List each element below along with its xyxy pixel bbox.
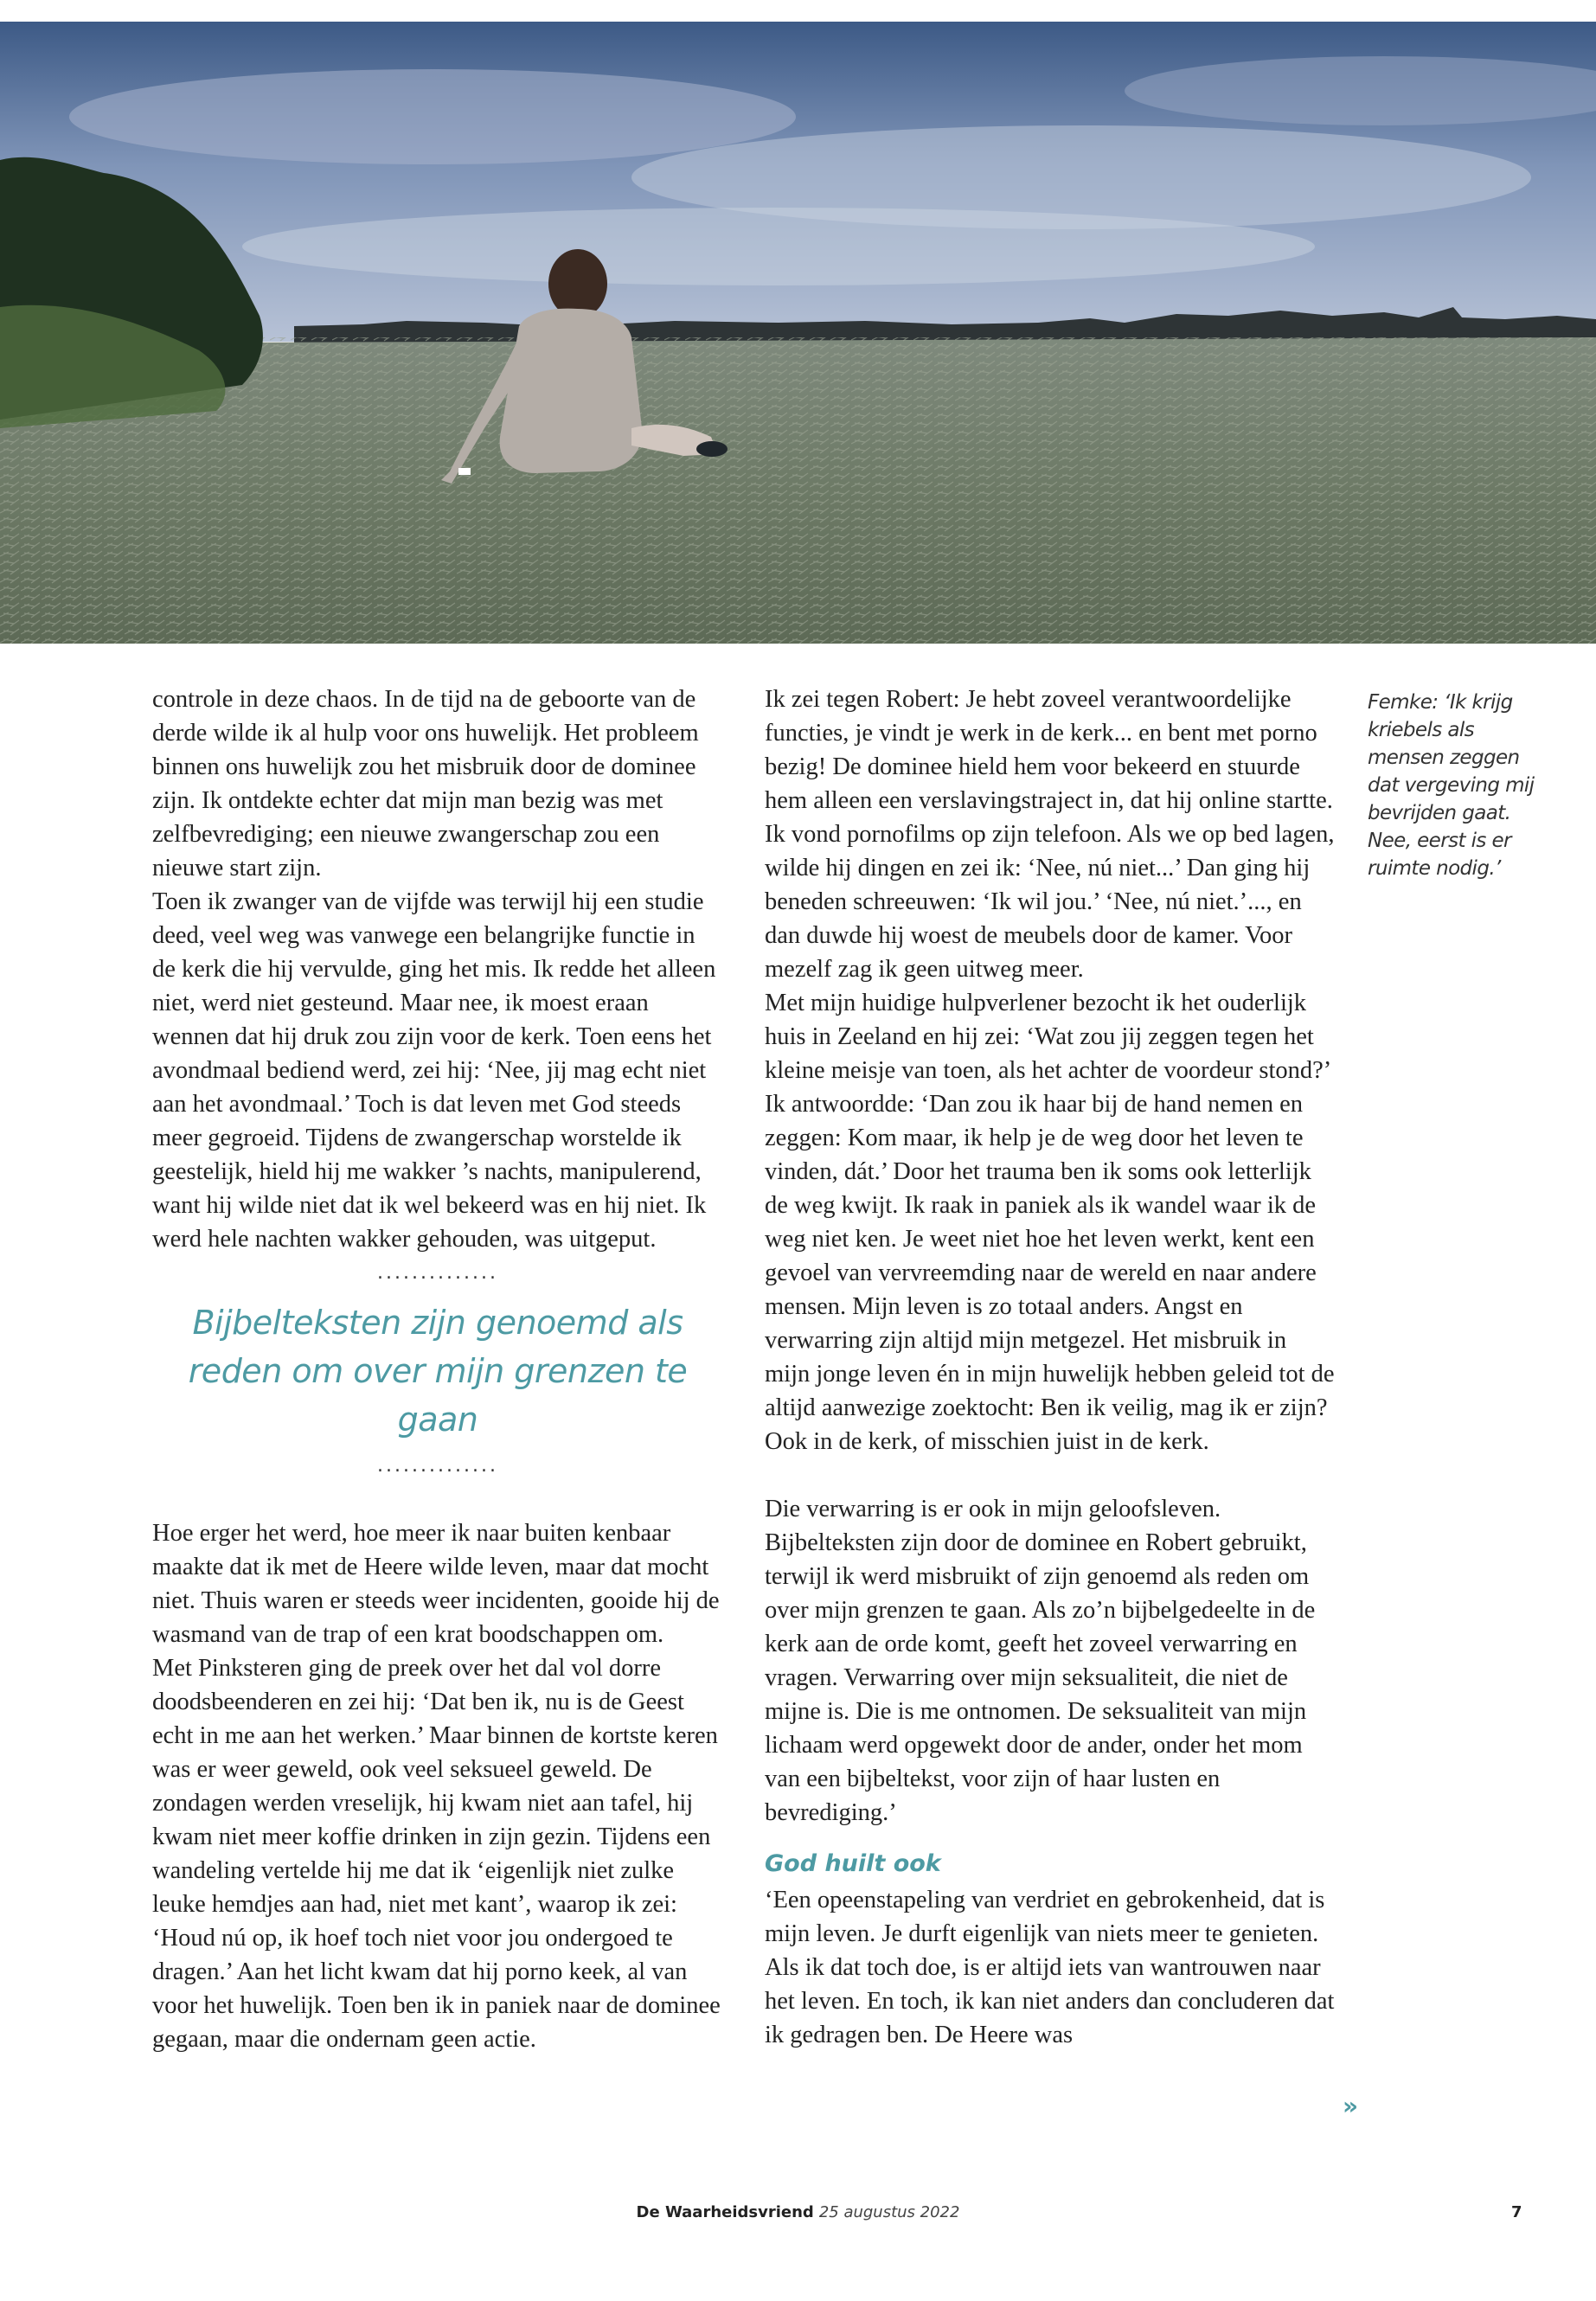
photo-caption: Femke: ‘Ik krijg kriebels als mensen zeggen dat vergeving mij bevrijden gaat. Nee, eerst is er ruimte nodig.’ xyxy=(1368,691,1535,880)
article-column-right xyxy=(765,683,1336,2052)
paragraph: Toen ik zwanger van de vijfde was terwijl hij een studie deed, veel weg was vanwege een belangrijke functie in de kerk die hij vervulde, ging het mis. Ik redde het alleen niet, werd niet gesteund. Maar nee, ik moest eraan wennen dat hij druk zou zijn voor de kerk. Toen eens het avondmaal bediend werd, zei hij: ‘Nee, jij mag echt niet aan het avondmaal.’ Toch is dat leven met God steeds meer gegroeid. Tijdens de zwangerschap worstelde ik geestelijk, hield hij me wakker ’s nachts, manipulerend, want hij wilde niet dat ik wel bekeerd was en hij niet. Ik werd hele nachten wakker gehouden, was uitgeput. xyxy=(152,888,716,1253)
paragraph: Hoe erger het werd, hoe meer ik naar buiten kenbaar maakte dat ik met de Heere wilde leven, maar dat mocht niet. Thuis waren er steeds weer incidenten, gooide hij de wasmand van de trap of een krat boodschappen om. xyxy=(152,1520,720,1648)
article-column-left xyxy=(152,683,723,2056)
publication-name: De Waarheidsvriend xyxy=(636,2203,814,2221)
page-number: 7 xyxy=(1511,2203,1522,2221)
paragraph: controle in deze chaos. In de tijd na de geboorte van de derde wilde ik al hulp voor ons huwelijk. Het probleem binnen ons huwelijk zou het misbruik door de dominee zijn. Ik ontdekte echter dat mijn man bezig was met zelfbevrediging; een nieuwe zwangerschap zou een nieuwe start zijn. xyxy=(152,686,699,881)
issue-date: 25 augustus 2022 xyxy=(818,2203,960,2221)
paragraph: Ik zei tegen Robert: Je hebt zoveel verantwoordelijke functies, je vindt je werk in de kerk... en bent met porno bezig! De dominee hield hem voor bekeerd en stuurde hem alleen een verslavingstraject in, dat hij online startte. Ik vond pornofilms op zijn telefoon. Als we op bed lagen, wilde hij dingen en zei ik: ‘Nee, nú niet...’ Dan ging hij beneden schreeuwen: ‘Ik wil jou.’ ‘Nee, nú niet.’..., en dan duwde hij woest de meubels door de kamer. Voor mezelf zag ik geen uitweg meer. xyxy=(765,686,1335,983)
pullquote-divider-top: .............. xyxy=(377,1262,498,1284)
pullquote xyxy=(152,1298,723,1444)
continue-arrow-icon: » xyxy=(1343,2092,1359,2120)
pullquote-line: Bijbelteksten zijn genoemd als xyxy=(192,1304,683,1342)
paragraph: Met Pinksteren ging de preek over het dal vol dorre doodsbeenderen en zei hij: ‘Dat ben ik, nu is de Geest echt in me aan het werken.’ Maar binnen de kortste keren was er weer geweld, ook veel seksueel geweld. De zondagen werden vreselijk, hij kwam niet aan tafel, hij kwam niet meer koffie drinken in zijn gezin. Tijdens een wandeling vertelde hij me dat ik ‘eigenlijk niet zulke leuke hemdjes aan had, niet met kant’, waarop ik zei: ‘Houd nú op, ik hoef toch niet voor jou ondergoed te dragen.’ Aan het licht kwam dat hij porno keek, al van voor het huwelijk. Toen ben ik in paniek naar de dominee gegaan, maar die ondernam geen actie. xyxy=(152,1655,721,2053)
hero-photo xyxy=(0,22,1596,644)
pullquote-line: reden om over mijn grenzen te gaan xyxy=(188,1352,688,1439)
section-subheading: God huilt ook xyxy=(765,1850,941,1877)
paragraph: Met mijn huidige hulpverlener bezocht ik het ouderlijk huis in Zeeland en hij zei: ‘Wat zou jij zeggen tegen het kleine meisje van toen, als het achter de voordeur stond?’ Ik antwoordde: ‘Dan zou ik haar bij de hand nemen en zeggen: Kom maar, ik help je de weg door het leven te vinden, dát.’ Door het trauma ben ik soms ook letterlijk de weg kwijt. Ik raak in paniek als ik wandel waar ik de weg niet ken. Je weet niet hoe het leven werkt, kent een gevoel van vervreemding naar de wereld en naar andere mensen. Mijn leven is zo totaal anders. Angst en verwarring zijn altijd mijn metgezel. Het misbruik in mijn jonge leven én in mijn huwelijk hebben geleid tot de altijd aanwezige zoektocht: Ben ik veilig, mag ik er zijn? Ook in de kerk, of misschien juist in de kerk. xyxy=(765,990,1335,1455)
pullquote-divider-bottom: .............. xyxy=(377,1455,498,1477)
paragraph: ‘Een opeenstapeling van verdriet en gebrokenheid, dat is mijn leven. Je durft eigenlijk van niets meer te genieten. Als ik dat toch doe, is er altijd iets van wantrouwen naar het leven. En toch, ik kan niet anders dan concluderen dat ik gedragen ben. De Heere was xyxy=(765,1887,1335,2048)
paragraph: Die verwarring is er ook in mijn geloofsleven. Bijbelteksten zijn door de dominee en Robert gebruikt, terwijl ik werd misbruikt of zijn genoemd als reden om over mijn grenzen te gaan. Als zo’n bijbelgedeelte in de kerk aan de orde komt, geeft het zoveel verwarring en vragen. Verwarring over mijn seksualiteit, die niet de mijne is. Die is me ontnomen. De seksualiteit van mijn lichaam werd opgewekt door de ander, onder het mom van een bijbeltekst, voor zijn of haar lusten en bevrediging.’ xyxy=(765,1496,1316,1826)
